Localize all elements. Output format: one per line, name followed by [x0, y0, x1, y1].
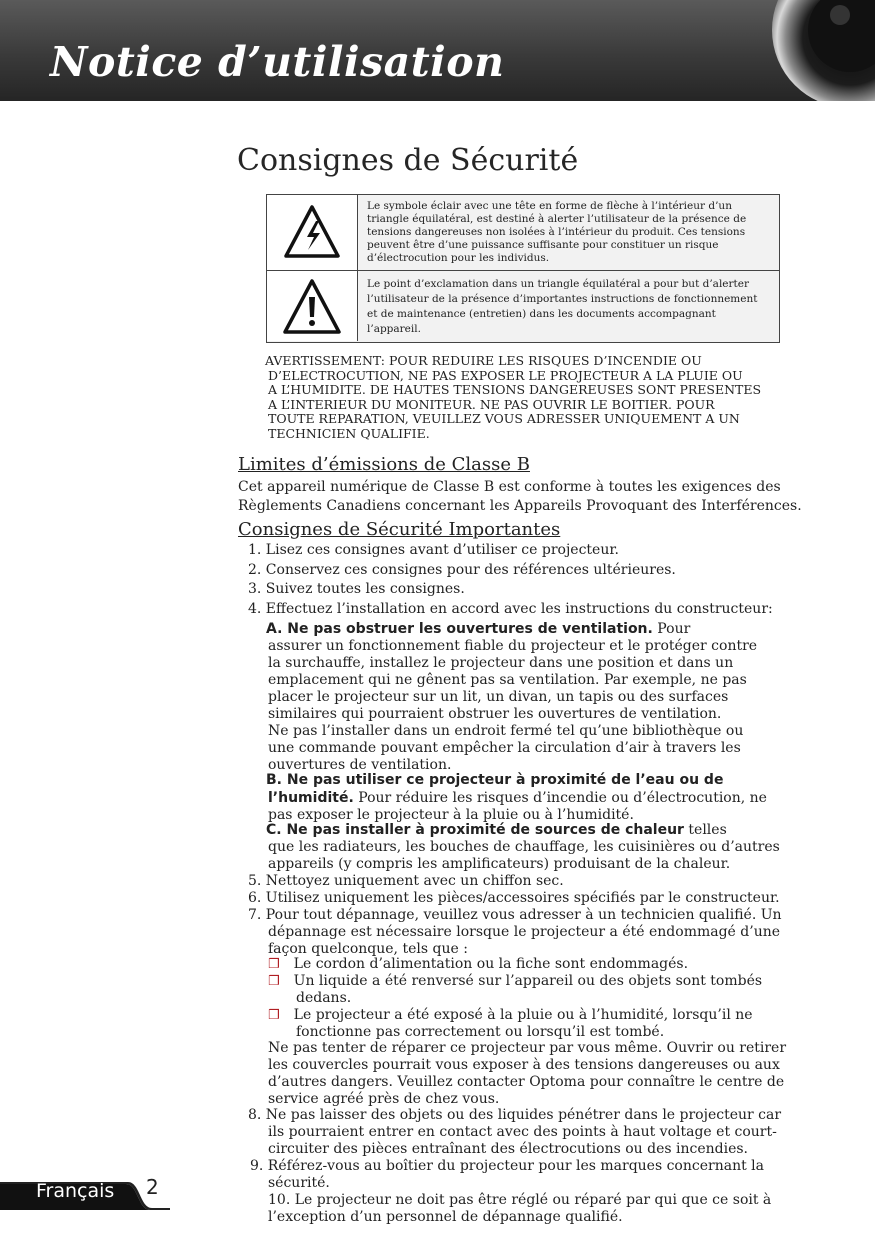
list-item: similaires qui pourraient obstruer les ouvertures de ventilation.	[268, 706, 722, 722]
list-item: ❒ Un liquide a été renversé sur l’appareil ou des objets sont tombés	[268, 973, 763, 989]
list-item: l’exception d’un personnel de dépannage qualifié.	[268, 1209, 623, 1225]
list-item: 1. Lisez ces consignes avant d’utiliser ce projecteur.	[248, 542, 619, 558]
list-item: circuiter des pièces entraînant des électrocutions ou des incendies.	[268, 1141, 748, 1157]
list-item: les couvercles pourrait vous exposer à des tensions dangereuses ou aux	[268, 1057, 780, 1073]
list-item: 9. Référez-vous au boîtier du projecteur pour les marques concernant la	[250, 1158, 764, 1174]
header-title: Notice d’utilisation	[50, 38, 505, 86]
bold-heading: C. Ne pas installer à proximité de sources de chaleur	[266, 822, 684, 838]
symbol-description: Le point d’exclamation dans un triangle équilatéral a pour but d’alerter l’utilisateur de la présence d’importantes instructions de fonctionnement et de maintenance (entretien) dans les documents accompagnant l’appareil.	[367, 278, 758, 335]
list-item: 2. Conservez ces consignes pour des références ultérieures.	[248, 562, 676, 578]
projector-lens-icon	[760, 0, 875, 101]
list-item: ❒ Le projecteur a été exposé à la pluie ou à l’humidité, lorsqu’il ne	[268, 1007, 753, 1023]
lightning-triangle-icon	[281, 201, 343, 263]
list-item: ouvertures de ventilation.	[268, 757, 452, 773]
header-banner	[0, 0, 875, 101]
list-item: 3. Suivez toutes les consignes.	[248, 581, 465, 597]
list-item: ils pourraient entrer en contact avec des points à haut voltage et court-	[268, 1124, 777, 1140]
list-item: appareils (y compris les amplificateurs) produisant de la chaleur.	[268, 856, 731, 872]
list-item: fonctionne pas correctement ou lorsqu’il est tombé.	[296, 1024, 665, 1040]
list-item: emplacement qui ne gênent pas sa ventilation. Par exemple, ne pas	[268, 672, 747, 688]
list-item: placer le projecteur sur un lit, un divan, un tapis ou des surfaces	[268, 689, 729, 705]
list-item: d’autres dangers. Veuillez contacter Optoma pour connaître le centre de	[268, 1074, 785, 1090]
list-item: Ne pas l’installer dans un endroit fermé tel qu’une bibliothèque ou	[268, 723, 744, 739]
list-item: ❒ Le cordon d’alimentation ou la fiche sont endommagés.	[268, 956, 689, 972]
list-item: l’humidité. Pour réduire les risques d’incendie ou d’électrocution, ne	[268, 790, 767, 806]
bold-heading: A. Ne pas obstruer les ouvertures de ventilation.	[266, 621, 653, 637]
list-item: dépannage est nécessaire lorsque le projecteur a été endommagé d’une	[268, 924, 781, 940]
list-item: 6. Utilisez uniquement les pièces/accessoires spécifiés par le constructeur.	[248, 890, 780, 906]
list-item: dedans.	[296, 990, 352, 1006]
symbol-row-exclamation	[267, 271, 779, 341]
list-item: façon quelconque, tels que :	[268, 941, 468, 957]
list-item: A. Ne pas obstruer les ouvertures de ventilation. Pour	[266, 621, 691, 637]
list-item: 10. Le projecteur ne doit pas être réglé ou réparé par qui que ce soit à	[268, 1192, 772, 1208]
footer-language: Français	[36, 1180, 115, 1202]
exclamation-triangle-icon	[281, 277, 343, 339]
warning-paragraph: AVERTISSEMENT: POUR REDUIRE LES RISQUES D’INCENDIE OU D’ELECTROCUTION, NE PAS EXPOSER LE PROJECTEUR A LA PLUIE OU A L’HUMIDITE. DE HAUTES TENSIONS DANGEREUSES SONT PRESENTES A L’INTERIEUR DU MONITEUR. NE PAS OUVRIR LE BOITIER. POUR TOUTE REPARATION, VEUILLEZ VOUS ADRESSER UNIQUEMENT A UN TECHNICIEN QUALIFIE.	[265, 353, 762, 441]
checkbox-bullet-icon: ❒	[268, 1008, 280, 1023]
list-item: une commande pouvant empêcher la circulation d’air à travers les	[268, 740, 741, 756]
safety-symbols-table	[266, 194, 780, 343]
page-number: 2	[146, 1175, 159, 1199]
checkbox-bullet-icon: ❒	[268, 957, 280, 972]
bold-heading: l’humidité.	[268, 790, 354, 806]
checkbox-bullet-icon: ❒	[268, 974, 280, 989]
important-heading: Consignes de Sécurité Importantes	[238, 519, 561, 540]
symbol-description: Le symbole éclair avec une tête en forme de flèche à l’intérieur d’un triangle équilatéral, est destiné à alerter l’utilisateur de la présence de tensions dangereuses non isolées à l’intérieur du produit. Ces tensions peuvent être d’une puissance suffisante pour constituer un risque d’électrocution pour les individus.	[367, 200, 747, 264]
bold-heading: B. Ne pas utiliser ce projecteur à proximité de l’eau ou de	[266, 772, 724, 788]
class-b-text: Cet appareil numérique de Classe B est conforme à toutes les exigences des Règlements Canadiens concernant les Appareils Provoquant des Interférences.	[238, 479, 802, 514]
list-item	[266, 772, 723, 789]
list-item: assurer un fonctionnement fiable du projecteur et le protéger contre	[268, 638, 758, 654]
list-item: la surchauffe, installez le projecteur dans une position et dans un	[268, 655, 734, 671]
page-title: Consignes de Sécurité	[237, 143, 579, 178]
symbol-row-lightning	[267, 195, 779, 271]
list-item: Ne pas tenter de réparer ce projecteur par vous même. Ouvrir ou retirer	[268, 1040, 787, 1056]
list-item: C. Ne pas installer à proximité de sources de chaleur telles	[266, 822, 727, 838]
list-item: 4. Effectuez l’installation en accord avec les instructions du constructeur:	[248, 601, 773, 617]
list-item: pas exposer le projecteur à la pluie ou à l’humidité.	[268, 807, 634, 823]
list-item: service agréé près de chez vous.	[268, 1091, 500, 1107]
list-item: que les radiateurs, les bouches de chauffage, les cuisinières ou d’autres	[268, 839, 780, 855]
list-item: sécurité.	[268, 1175, 330, 1191]
list-item: 5. Nettoyez uniquement avec un chiffon sec.	[248, 873, 564, 889]
list-item: 8. Ne pas laisser des objets ou des liquides pénétrer dans le projecteur car	[248, 1107, 782, 1123]
class-b-heading: Limites d’émissions de Classe B	[238, 454, 530, 475]
list-item: 7. Pour tout dépannage, veuillez vous adresser à un technicien qualifié. Un	[248, 907, 782, 923]
